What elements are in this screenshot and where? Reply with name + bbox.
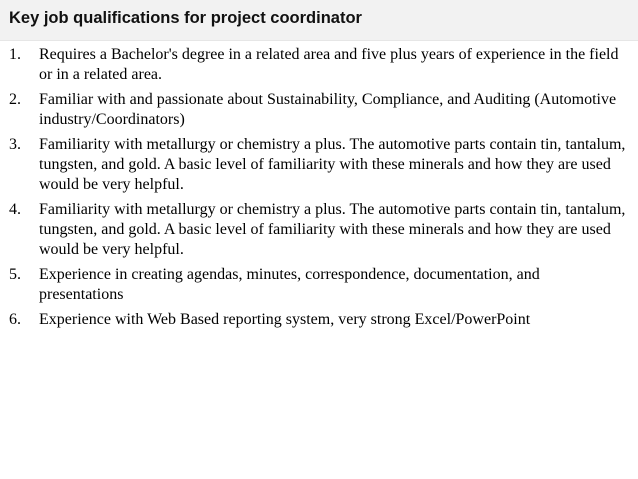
item-text: Familiar with and passionate about Sustainability, Compliance, and Auditing (Automotive industry/Coordinators) [39,91,617,128]
list-item [0,135,638,195]
slide-title: Key job qualifications for project coordinator [9,9,362,27]
item-text: Experience in creating agendas, minutes, correspondence, documentation, and presentations [39,266,540,303]
item-number: 2. [9,91,21,108]
item-text: Familiarity with metallurgy or chemistry a plus. The automotive parts contain tin, tantalum, tungsten, and gold. A basic level of familiarity with these minerals and how they are used would be very helpful. [39,136,626,193]
title-bar [0,0,638,41]
item-text: Experience with Web Based reporting system, very strong Excel/PowerPoint [39,311,531,328]
item-number: 3. [9,136,21,153]
item-number: 6. [9,311,21,328]
item-text: Requires a Bachelor's degree in a related area and five plus years of experience in the field or in a related area. [39,46,619,83]
list-item [0,310,638,330]
qualifications-list [0,45,638,335]
list-item [0,90,638,130]
item-number: 5. [9,266,21,283]
list-item [0,45,638,85]
item-text: Familiarity with metallurgy or chemistry a plus. The automotive parts contain tin, tantalum, tungsten, and gold. A basic level of familiarity with these minerals and how they are used would be very helpful. [39,201,626,258]
list-item [0,265,638,305]
item-number: 4. [9,201,21,218]
list-item [0,200,638,260]
item-number: 1. [9,46,21,63]
